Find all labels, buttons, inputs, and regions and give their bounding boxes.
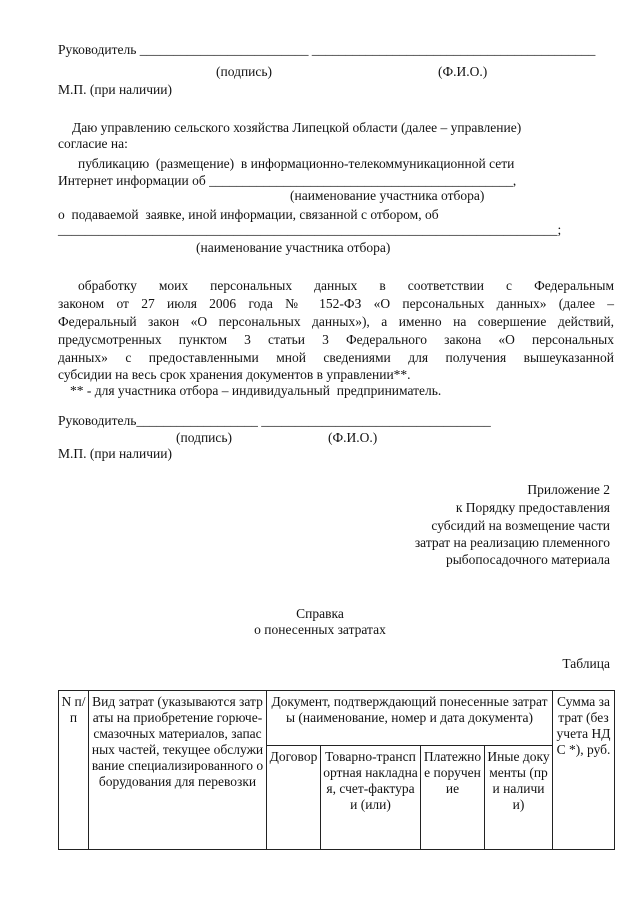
consent-para-line-4: предусмотренных пунктом 3 статьи 3 Федерального закона «О персональных	[58, 332, 614, 347]
appendix-line-1: Приложение 2	[527, 482, 610, 497]
consent-line-2: согласие на:	[58, 136, 128, 151]
caption-participant-1: (наименование участника отбора)	[290, 188, 485, 203]
consent-line-1: Даю управлению сельского хозяйства Липецкой области (далее – управление)	[72, 120, 522, 135]
consent-para-line-5: данных» с предоставленными мной сведениями для получения вышеуказанной	[58, 350, 614, 365]
stamp-note-2: М.П. (при наличии)	[58, 446, 172, 461]
caption-signature-2: (подпись)	[176, 430, 233, 445]
consent-para-line-1: обработку моих персональных данных в соответствии с Федеральным	[78, 278, 614, 293]
consent-line-4-blank: _____________________________________________,	[209, 173, 517, 188]
consent-para-line-3: Федеральный закон «О персональных данных»), а именно на совершение действий,	[58, 314, 614, 329]
consent-para-line-6: субсидии на весь срок хранения документов в управлении**.	[58, 367, 411, 382]
table-label: Таблица	[562, 656, 610, 671]
appendix-line-5: рыбопосадочного материала	[445, 552, 610, 567]
caption-name: (Ф.И.О.)	[438, 64, 488, 79]
signature-block-1	[58, 42, 595, 58]
caption-signature: (подпись)	[216, 64, 273, 79]
name-line: __________________________________________	[311, 42, 596, 57]
consent-line-4-prefix: Интернет информации об	[58, 173, 206, 188]
header-sum: Сумма затрат (без учета НДС *), руб.	[553, 691, 615, 850]
signature-line-2: __________________	[136, 413, 258, 428]
head-label: Руководитель	[58, 42, 137, 57]
consent-line-5: о подаваемой заявке, иной информации, связанной с отбором, об	[58, 207, 439, 222]
consent-line-6: __________________________________________________________________________;	[58, 222, 562, 237]
name-line-2: __________________________________	[261, 413, 491, 428]
stamp-note: М.П. (при наличии)	[58, 82, 172, 97]
header-other-docs: Иные документы (при наличии)	[485, 746, 553, 850]
header-expense-type: Вид затрат (указываются затраты на приобретение горюче-смазочных материалов, запасных частей, текущее обслуживание специализированного оборудования для перевозки	[89, 691, 267, 850]
spravka-subtitle: о понесенных затратах	[254, 622, 386, 637]
appendix-line-2: к Порядку предоставления	[455, 500, 610, 515]
appendix-line-4: затрат на реализацию племенного	[414, 535, 610, 550]
consent-para-line-2: законом от 27 июля 2006 года № 152-ФЗ «О персональных данных» (далее –	[58, 296, 614, 311]
spravka-title: Справка	[296, 606, 344, 621]
header-document: Документ, подтверждающий понесенные затраты (наименование, номер и дата документа)	[267, 691, 553, 746]
caption-name-2: (Ф.И.О.)	[328, 430, 378, 445]
header-contract: Договор	[267, 746, 321, 850]
signature-line: _________________________	[139, 42, 309, 57]
header-payment-order: Платежное поручение	[421, 746, 485, 850]
table-header-row	[59, 691, 615, 746]
consent-line-4	[58, 173, 516, 189]
head-label-2: Руководитель	[58, 413, 137, 428]
header-waybill: Товарно-транспортная накладная, счет-фактура и (или)	[321, 746, 421, 850]
consent-line-3: публикацию (размещение) в информационно-телекоммуникационной сети	[78, 156, 515, 171]
expenses-table	[58, 690, 615, 850]
caption-participant-2: (наименование участника отбора)	[196, 240, 391, 255]
footnote: ** - для участника отбора – индивидуальный предприниматель.	[70, 383, 442, 398]
header-num: N п/п	[59, 691, 89, 850]
appendix-line-3: субсидий на возмещение части	[431, 518, 610, 533]
signature-block-2	[58, 413, 491, 429]
